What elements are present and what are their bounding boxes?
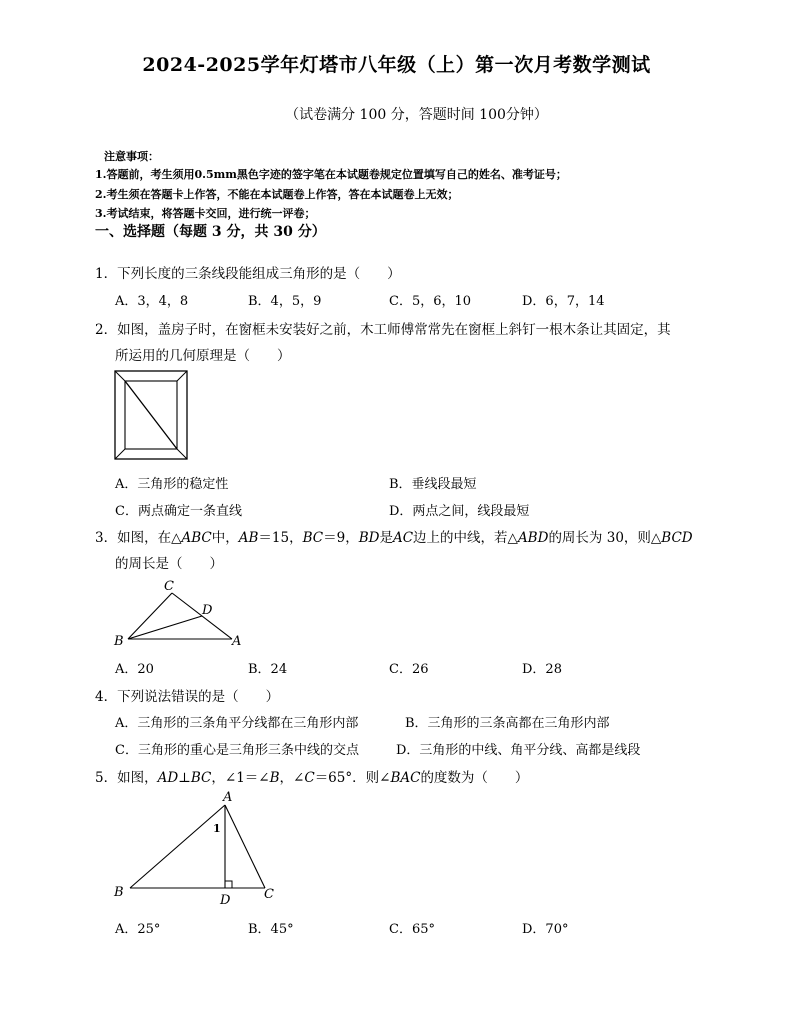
question-1-stem: 1．下列长度的三条线段能组成三角形的是（ ） xyxy=(95,266,401,282)
q1-option-b: B．4，5，9 xyxy=(248,294,322,309)
q2-option-b: B．垂线段最短 xyxy=(389,477,477,492)
q3-option-c: C．26 xyxy=(389,662,429,677)
q5-option-c: C．65° xyxy=(389,922,435,937)
q3-option-a: A．20 xyxy=(115,662,154,677)
q2-option-a: A．三角形的稳定性 xyxy=(115,477,229,492)
q1-option-c: C．5，6，10 xyxy=(389,294,472,309)
page-title: 2024-2025学年灯塔市八年级（上）第一次月考数学测试 xyxy=(142,54,651,76)
q5-option-a: A．25° xyxy=(115,922,161,937)
q5-option-b: B．45° xyxy=(248,922,294,937)
note-item: 1.答题前，考生须用0.5mm黑色字迹的签字笔在本试题卷规定位置填写自己的姓名、准考证号； xyxy=(95,168,567,181)
q1-option-d: D．6，7，14 xyxy=(522,294,605,309)
right-triangle-figure xyxy=(110,788,285,906)
note-item: 2.考生须在答题卡上作答，不能在本试题卷上作答，答在本试题卷上无效； xyxy=(95,188,459,201)
label-c: C xyxy=(264,887,274,902)
q3-option-b: B．24 xyxy=(248,662,288,677)
angle-1-label: 1 xyxy=(213,822,221,835)
q4-option-b: B．三角形的三条高都在三角形内部 xyxy=(405,716,610,731)
q2-option-d: D．两点之间，线段最短 xyxy=(389,504,530,519)
label-b: B xyxy=(114,634,124,649)
label-b: B xyxy=(114,885,124,900)
q3-option-d: D．28 xyxy=(522,662,562,677)
label-a: A xyxy=(232,634,242,649)
question-2-stem-line1: 2．如图，盖房子时，在窗框未安装好之前，木工师傅常常先在窗框上斜钉一根木条让其固定，其 xyxy=(95,322,671,338)
q2-option-c: C．两点确定一条直线 xyxy=(115,504,242,519)
q4-option-a: A．三角形的三条角平分线都在三角形内部 xyxy=(115,716,359,731)
q4-option-c: C．三角形的重心是三角形三条中线的交点 xyxy=(115,743,359,758)
label-c: C xyxy=(164,579,174,594)
question-3-stem-line2: 的周长是（ ） xyxy=(115,556,223,572)
q1-option-a: A．3，4，8 xyxy=(115,294,189,309)
notes-heading: 注意事项： xyxy=(104,150,159,163)
question-2-stem-line2: 所运用的几何原理是（ ） xyxy=(115,348,291,364)
exam-info: （试卷满分 100 分，答题时间 100分钟） xyxy=(285,107,548,123)
q4-option-d: D．三角形的中线、角平分线、高都是线段 xyxy=(396,743,641,758)
section-heading: 一、选择题（每题 3 分，共 30 分） xyxy=(95,224,326,240)
label-d: D xyxy=(220,893,231,908)
window-frame-figure xyxy=(114,370,189,462)
label-a: A xyxy=(223,790,233,805)
question-3-stem-line1: 3．如图，在△ABC中，AB＝15，BC＝9，BD是AC边上的中线，若△ABD的周长为 30，则△BCD xyxy=(95,530,693,546)
question-4-stem: 4．下列说法错误的是（ ） xyxy=(95,689,280,705)
question-5-stem: 5．如图，AD⊥BC，∠1＝∠B，∠C＝65°．则∠BAC的度数为（ ） xyxy=(95,770,529,786)
triangle-abc-figure xyxy=(110,576,250,648)
q5-option-d: D．70° xyxy=(522,922,569,937)
note-item: 3.考试结束，将答题卡交回，进行统一评卷； xyxy=(95,207,316,220)
label-d: D xyxy=(202,603,213,618)
